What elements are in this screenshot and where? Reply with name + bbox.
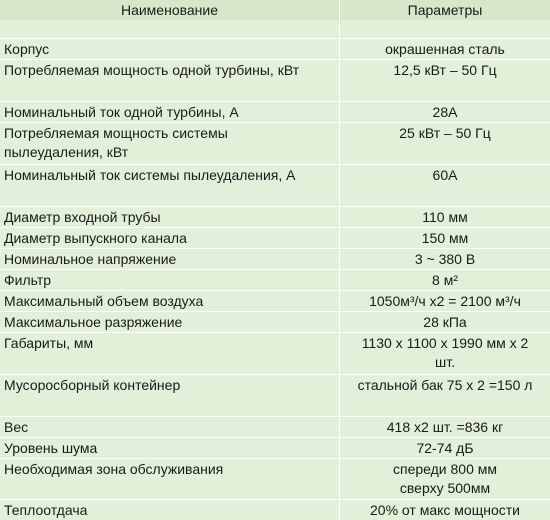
table-row: [0, 59, 550, 101]
row-name: Номинальный ток одной турбины, А: [0, 102, 340, 122]
table-row: [0, 164, 550, 206]
row-name: Габариты, мм: [0, 333, 340, 374]
row-name: Максимальный объем воздуха: [0, 291, 340, 311]
spacer-name: [0, 20, 340, 38]
row-value: 110 мм: [422, 209, 468, 225]
table-row: [0, 122, 550, 164]
table-row: [0, 227, 550, 248]
row-name: Номинальное напряжение: [0, 249, 340, 269]
row-value: 72-74 дБ: [416, 440, 474, 456]
table-row: [0, 416, 550, 437]
row-name: Диаметр выпускного канала: [0, 228, 340, 248]
row-name: Уровень шума: [0, 438, 340, 458]
row-name: Номинальный ток системы пылеудаления, А: [0, 165, 340, 206]
table-row: [0, 290, 550, 311]
table-row: [0, 38, 550, 59]
table-row: [0, 206, 550, 227]
table-row-spacer: [0, 20, 550, 38]
row-value: 8 м²: [432, 272, 458, 288]
row-name: Мусоросборный контейнер: [0, 375, 340, 416]
row-value: 150 мм: [421, 230, 469, 246]
row-value: стальной бак 75 x 2 =150 л: [357, 377, 533, 393]
row-value: 1130 x 1100 x 1990 мм x 2 шт.: [361, 335, 529, 370]
header-value: Параметры: [407, 2, 483, 18]
row-name: Потребляемая мощность одной турбины, кВт: [0, 60, 340, 101]
row-value: 25 кВт – 50 Гц: [399, 125, 491, 141]
row-name: Корпус: [0, 39, 340, 59]
table-row: [0, 374, 550, 416]
table-row: [0, 311, 550, 332]
table-row: [0, 248, 550, 269]
row-name: Диаметр входной трубы: [0, 207, 340, 227]
row-name: Фильтр: [0, 270, 340, 290]
table-row: [0, 101, 550, 122]
table-row: [0, 458, 550, 499]
table-row: [0, 269, 550, 290]
row-value: 60А: [432, 167, 458, 183]
row-value: окрашенная сталь: [385, 41, 505, 57]
row-name: Потребляемая мощность системы пылеудаления, кВт: [0, 123, 340, 164]
row-value: 418 x2 шт. =836 кг: [386, 419, 504, 435]
spacer-value: [340, 20, 550, 38]
table-row: [0, 499, 550, 520]
row-name: Необходимая зона обслуживания: [0, 459, 340, 499]
row-value: 28А: [432, 104, 458, 120]
row-value: 1050м³/ч x2 = 2100 м³/ч: [369, 293, 521, 309]
row-value: 20% от макс мощности: [370, 502, 520, 518]
row-name: Максимальное разряжение: [0, 312, 340, 332]
row-value: 28 кПа: [423, 314, 467, 330]
table-row: [0, 437, 550, 458]
table-header: [0, 0, 550, 20]
row-value: спереди 800 мм сверху 500мм: [392, 461, 497, 496]
table-row: [0, 332, 550, 374]
row-value: 3 ~ 380 В: [414, 251, 476, 267]
row-name: Вес: [0, 417, 340, 437]
row-name: Теплоотдача: [0, 500, 340, 520]
row-value: 12,5 кВт – 50 Гц: [393, 62, 497, 78]
header-name: Наименование: [0, 0, 340, 20]
